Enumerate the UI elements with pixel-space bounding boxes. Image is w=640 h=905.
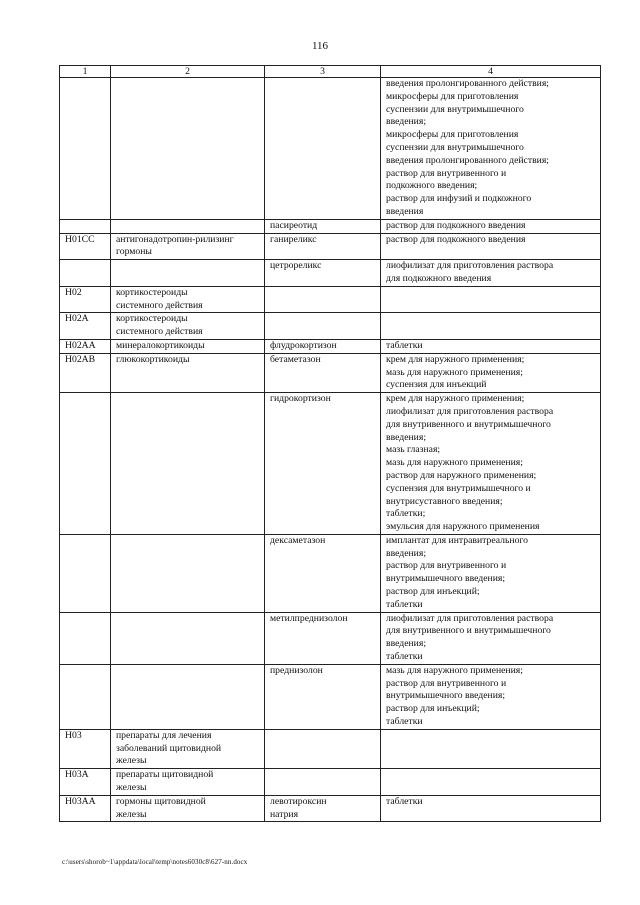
group-name-cell-line: железы xyxy=(116,808,147,820)
dosage-forms-cell-line: раствор для внутривенного и xyxy=(386,677,507,689)
group-name-cell xyxy=(111,286,265,313)
dosage-forms-cell-line: таблетки; xyxy=(386,508,426,520)
dosage-forms-cell-line: мазь для наружного применения; xyxy=(386,457,523,469)
atc-code-cell: H02 xyxy=(60,286,111,313)
table-body xyxy=(60,78,601,822)
drug-name-cell xyxy=(265,219,381,233)
page-number: 116 xyxy=(311,40,329,52)
group-name-cell-line: системного действия xyxy=(116,326,203,338)
table-row xyxy=(60,313,601,340)
dosage-forms-cell-line: лиофилизат для приготовления раствора xyxy=(386,405,554,417)
group-name-cell-line: кортикостероиды xyxy=(116,313,188,325)
dosage-forms-cell-line: суспензии для внутримышечного xyxy=(386,141,524,153)
dosage-forms-cell-line: эмульсия для наружного применения xyxy=(386,521,540,533)
group-name-cell xyxy=(111,353,265,392)
group-name-cell xyxy=(111,795,265,822)
group-name-cell-line: препараты щитовидной xyxy=(116,769,214,781)
drug-name-cell xyxy=(265,795,381,822)
dosage-forms-cell-line: введения; xyxy=(386,547,427,559)
atc-code-cell: H03A xyxy=(60,769,111,796)
group-name-cell xyxy=(111,78,265,220)
dosage-forms-cell xyxy=(381,286,601,313)
dosage-forms-cell-line: для внутривенного и внутримышечного xyxy=(386,418,551,430)
table-row xyxy=(60,219,601,233)
table-row xyxy=(60,664,601,729)
dosage-forms-cell-line: введения; xyxy=(386,116,427,128)
table-row xyxy=(60,769,601,796)
dosage-forms-cell-line: суспензии для внутримышечного xyxy=(386,103,524,115)
drug-name-cell xyxy=(265,393,381,535)
dosage-forms-cell-line: введения xyxy=(386,205,424,217)
dosage-forms-cell-line: подкожного введения; xyxy=(386,180,478,192)
dosage-forms-cell xyxy=(381,534,601,612)
group-name-cell-line: заболеваний щитовидной xyxy=(116,742,222,754)
dosage-forms-cell-line: раствор для наружного применения; xyxy=(386,469,537,481)
atc-code-cell xyxy=(60,260,111,287)
table-header-row xyxy=(60,66,601,78)
drug-name-cell xyxy=(265,664,381,729)
dosage-forms-cell-line: для подкожного введения xyxy=(386,272,492,284)
drug-name-cell-line: ганиреликс xyxy=(270,233,317,245)
dosage-forms-cell xyxy=(381,313,601,340)
dosage-forms-cell-line: микросферы для приготовления xyxy=(386,90,519,102)
table-row xyxy=(60,612,601,664)
dosage-forms-cell xyxy=(381,78,601,220)
group-name-cell xyxy=(111,233,265,260)
group-name-cell xyxy=(111,313,265,340)
dosage-forms-cell-line: раствор для внутривенного и xyxy=(386,560,507,572)
atc-code-cell xyxy=(60,219,111,233)
drug-name-cell xyxy=(265,769,381,796)
drug-name-cell-line: метилпреднизолон xyxy=(270,612,348,624)
dosage-forms-cell-line: крем для наружного применения; xyxy=(386,393,525,405)
drug-name-cell xyxy=(265,260,381,287)
table-row xyxy=(60,78,601,220)
group-name-cell-line: гормоны xyxy=(116,246,152,258)
dosage-forms-cell xyxy=(381,353,601,392)
dosage-forms-cell-line: раствор для подкожного введения xyxy=(386,219,526,231)
dosage-forms-cell-line: внутримышечного введения; xyxy=(386,690,506,702)
group-name-cell-line: препараты для лечения xyxy=(116,729,212,741)
table-row xyxy=(60,339,601,353)
column-header: 2 xyxy=(111,66,265,78)
atc-code-cell xyxy=(60,664,111,729)
dosage-forms-cell-line: внутрисуставного введения; xyxy=(386,495,503,507)
atc-code-cell: H01CC xyxy=(60,233,111,260)
drug-name-cell xyxy=(265,286,381,313)
table-row xyxy=(60,286,601,313)
group-name-cell-line: антигонадотропин-рилизинг xyxy=(116,233,234,245)
dosage-forms-cell xyxy=(381,664,601,729)
dosage-forms-cell-line: раствор для подкожного введения xyxy=(386,233,526,245)
dosage-forms-cell-line: крем для наружного применения; xyxy=(386,353,525,365)
table-row xyxy=(60,353,601,392)
drug-name-cell xyxy=(265,353,381,392)
table-row xyxy=(60,393,601,535)
dosage-forms-cell-line: для внутривенного и внутримышечного xyxy=(386,625,551,637)
dosage-forms-cell-line: таблетки xyxy=(386,716,423,728)
atc-code-cell: H03AA xyxy=(60,795,111,822)
atc-code-cell: H02AA xyxy=(60,339,111,353)
group-name-cell xyxy=(111,339,265,353)
table-row xyxy=(60,260,601,287)
drug-name-cell-line: дексаметазон xyxy=(270,534,326,546)
drug-name-cell xyxy=(265,339,381,353)
table-row xyxy=(60,795,601,822)
drug-name-cell-line: цетрореликс xyxy=(270,260,322,272)
footer-file-path: c:\users\shorob~1\appdata\local\temp\notes6030c8\627-nn.docx xyxy=(62,858,248,866)
dosage-forms-cell-line: мазь глазная; xyxy=(386,444,441,456)
atc-code-cell xyxy=(60,393,111,535)
dosage-forms-cell-line: имплантат для интравитреального xyxy=(386,534,528,546)
dosage-forms-cell xyxy=(381,612,601,664)
drug-name-cell-line: натрия xyxy=(270,808,299,820)
dosage-forms-cell-line: суспензия для инъекций xyxy=(386,379,487,391)
dosage-forms-cell xyxy=(381,769,601,796)
group-name-cell xyxy=(111,729,265,768)
dosage-forms-cell-line: введения пролонгированного действия; xyxy=(386,154,549,166)
group-name-cell-line: кортикостероиды xyxy=(116,286,188,298)
column-header: 3 xyxy=(265,66,381,78)
drug-name-cell-line: преднизолон xyxy=(270,664,323,676)
dosage-forms-cell-line: раствор для инфузий и подкожного xyxy=(386,193,532,205)
drug-name-cell xyxy=(265,729,381,768)
drug-name-cell-line: флудрокортизон xyxy=(270,339,337,351)
group-name-cell xyxy=(111,393,265,535)
group-name-cell-line: системного действия xyxy=(116,299,203,311)
group-name-cell xyxy=(111,664,265,729)
dosage-forms-cell-line: таблетки xyxy=(386,651,423,663)
column-header: 4 xyxy=(381,66,601,78)
dosage-forms-cell-line: раствор для внутривенного и xyxy=(386,167,507,179)
group-name-cell-line: глюкокортикоиды xyxy=(116,353,190,365)
atc-code-cell: H03 xyxy=(60,729,111,768)
column-header: 1 xyxy=(60,66,111,78)
dosage-forms-cell-line: таблетки xyxy=(386,795,423,807)
table-row xyxy=(60,729,601,768)
drug-name-cell-line: левотироксин xyxy=(270,795,327,807)
dosage-forms-cell-line: раствор для инъекций; xyxy=(386,586,480,598)
table-row xyxy=(60,233,601,260)
dosage-forms-cell-line: таблетки xyxy=(386,339,423,351)
table-row xyxy=(60,534,601,612)
drug-name-cell xyxy=(265,534,381,612)
dosage-forms-cell xyxy=(381,339,601,353)
group-name-cell xyxy=(111,219,265,233)
atc-code-cell xyxy=(60,78,111,220)
dosage-forms-cell-line: микросферы для приготовления xyxy=(386,129,519,141)
dosage-forms-cell xyxy=(381,729,601,768)
dosage-forms-cell xyxy=(381,233,601,260)
dosage-forms-cell-line: внутримышечного введения; xyxy=(386,573,506,585)
group-name-cell xyxy=(111,769,265,796)
group-name-cell xyxy=(111,534,265,612)
dosage-forms-cell-line: таблетки xyxy=(386,598,423,610)
atc-code-cell: H02AB xyxy=(60,353,111,392)
dosage-forms-cell-line: лиофилизат для приготовления раствора xyxy=(386,260,554,272)
group-name-cell-line: гормоны щитовидной xyxy=(116,795,206,807)
drug-name-cell-line: пасиреотид xyxy=(270,219,318,231)
dosage-forms-cell xyxy=(381,393,601,535)
dosage-forms-cell-line: мазь для наружного применения; xyxy=(386,366,523,378)
drug-name-cell xyxy=(265,78,381,220)
atc-code-cell xyxy=(60,534,111,612)
group-name-cell xyxy=(111,260,265,287)
group-name-cell-line: железы xyxy=(116,782,147,794)
dosage-forms-cell-line: лиофилизат для приготовления раствора xyxy=(386,612,554,624)
drug-name-cell xyxy=(265,612,381,664)
medicines-table xyxy=(59,65,601,822)
dosage-forms-cell xyxy=(381,260,601,287)
group-name-cell-line: минералокортикоиды xyxy=(116,339,205,351)
group-name-cell-line: железы xyxy=(116,755,147,767)
atc-code-cell: H02A xyxy=(60,313,111,340)
dosage-forms-cell-line: введения; xyxy=(386,638,427,650)
dosage-forms-cell xyxy=(381,219,601,233)
dosage-forms-cell-line: мазь для наружного применения; xyxy=(386,664,523,676)
dosage-forms-cell-line: введения пролонгированного действия; xyxy=(386,78,549,89)
group-name-cell xyxy=(111,612,265,664)
dosage-forms-cell-line: раствор для инъекций; xyxy=(386,703,480,715)
drug-name-cell xyxy=(265,313,381,340)
atc-code-cell xyxy=(60,612,111,664)
dosage-forms-cell-line: суспензия для внутримышечного и xyxy=(386,482,531,494)
dosage-forms-cell-line: введения; xyxy=(386,431,427,443)
dosage-forms-cell xyxy=(381,795,601,822)
drug-name-cell xyxy=(265,233,381,260)
drug-name-cell-line: бетаметазон xyxy=(270,353,321,365)
drug-name-cell-line: гидрокортизон xyxy=(270,393,331,405)
